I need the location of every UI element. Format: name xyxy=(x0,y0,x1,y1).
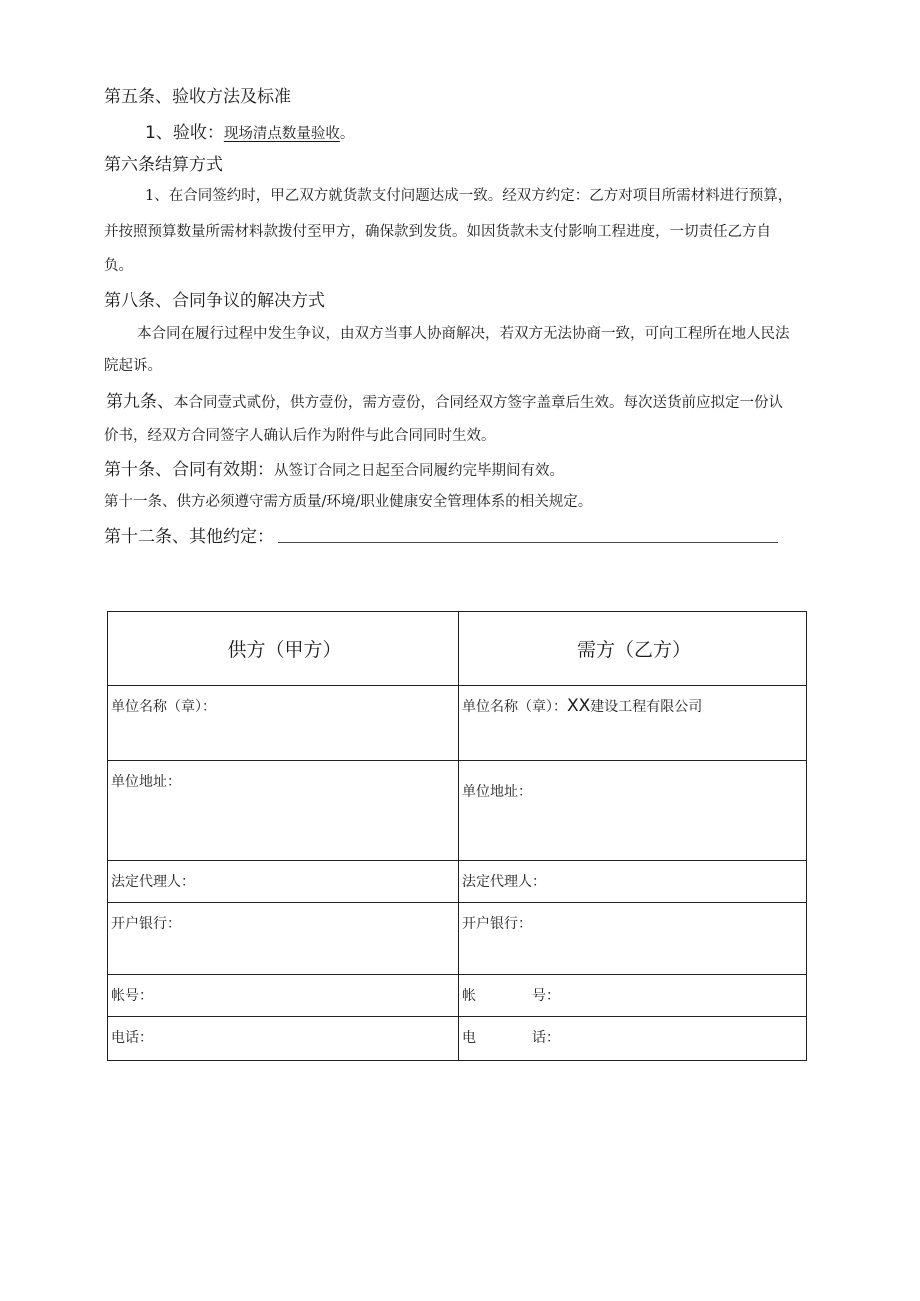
address-row xyxy=(108,761,807,861)
article10-row xyxy=(104,455,564,480)
article9-line1-row xyxy=(106,387,783,412)
party-a-unit-name-cell xyxy=(108,686,459,761)
article6-heading: 第六条结算方式 xyxy=(104,155,223,175)
account-row xyxy=(108,975,807,1017)
party-a-header: 供方（甲方） xyxy=(108,612,459,686)
party-b-unit-name-cell xyxy=(459,686,807,761)
party-b-account-label-1: 帐 xyxy=(462,988,476,1004)
party-b-address-cell xyxy=(459,761,807,861)
party-a-phone-label: 电话： xyxy=(111,1030,153,1046)
article5-item-text: 现场清点数量验收 xyxy=(223,126,340,142)
article5-item xyxy=(145,118,354,143)
article12-heading: 第十二条、其他约定： xyxy=(104,527,274,547)
party-b-unit-name-prefix: XX xyxy=(567,696,591,716)
article5-item-suffix: 。 xyxy=(339,126,355,142)
signature-table xyxy=(107,611,807,1061)
party-a-legal-rep-label: 法定代理人： xyxy=(111,874,195,890)
article5-heading: 第五条、验收方法及标准 xyxy=(104,87,291,107)
party-b-address-label: 单位地址： xyxy=(462,784,532,800)
article9-line2: 价书，经双方合同签字人确认后作为附件与此合同同时生效。 xyxy=(104,428,496,444)
party-b-phone-cell xyxy=(459,1017,807,1061)
unit-name-row xyxy=(108,686,807,761)
party-b-bank-label: 开户银行： xyxy=(462,916,532,932)
bank-row xyxy=(108,903,807,975)
party-a-address-label: 单位地址： xyxy=(111,774,181,790)
article8-heading: 第八条、合同争议的解决方式 xyxy=(104,291,325,311)
legal-rep-row xyxy=(108,861,807,903)
article10-text: 从签订合同之日起至合同履约完毕期间有效。 xyxy=(274,463,564,479)
party-b-account-label-2: 号： xyxy=(532,988,560,1004)
article5-item-prefix: 1、验收： xyxy=(145,123,224,143)
article9-line1: 本合同壹式贰份，供方壹份，需方壹份，合同经双方签字盖章后生效。每次送货前应拟定一份认 xyxy=(174,395,783,411)
article12-blank-line xyxy=(278,528,778,543)
article6-line2: 并按照预算数量所需材料款拨付至甲方，确保款到发货。如因货款未支付影响工程进度，一切责任乙方自 xyxy=(104,224,771,240)
party-a-unit-name-label: 单位名称（章）： xyxy=(111,699,216,715)
phone-row xyxy=(108,1017,807,1061)
article6-line1: 1、在合同签约时，甲乙双方就货款支付问题达成一致。经双方约定：乙方对项目所需材料进行预算， xyxy=(145,188,793,204)
party-a-bank-label: 开户银行： xyxy=(111,916,181,932)
party-b-phone-label-1: 电 xyxy=(462,1030,476,1046)
article10-heading: 第十条、合同有效期： xyxy=(104,460,274,480)
party-b-unit-name-value: 建设工程有限公司 xyxy=(590,699,703,715)
party-b-phone-label-2: 话： xyxy=(532,1030,560,1046)
header-row xyxy=(108,612,807,686)
party-b-legal-rep-label: 法定代理人： xyxy=(462,874,546,890)
party-b-header: 需方（乙方） xyxy=(459,612,807,686)
party-a-account-cell xyxy=(108,975,459,1017)
party-b-unit-name-label: 单位名称（章）： xyxy=(462,699,567,715)
party-a-account-label: 帐号： xyxy=(111,988,153,1004)
article12-row xyxy=(104,522,778,547)
article8-line2: 院起诉。 xyxy=(104,358,162,374)
party-b-legal-rep-cell xyxy=(459,861,807,903)
party-a-phone-cell xyxy=(108,1017,459,1061)
party-b-bank-cell xyxy=(459,903,807,975)
article11-text: 第十一条、供方必须遵守需方质量/环境/职业健康安全管理体系的相关规定。 xyxy=(104,494,593,510)
party-a-bank-cell xyxy=(108,903,459,975)
party-a-address-cell xyxy=(108,761,459,861)
article6-line3: 负。 xyxy=(104,258,133,274)
article8-line1: 本合同在履行过程中发生争议，由双方当事人协商解决，若双方无法协商一致，可向工程所在地人民法 xyxy=(137,326,790,342)
article9-heading: 第九条、 xyxy=(106,392,174,412)
party-b-account-cell xyxy=(459,975,807,1017)
party-a-legal-rep-cell xyxy=(108,861,459,903)
